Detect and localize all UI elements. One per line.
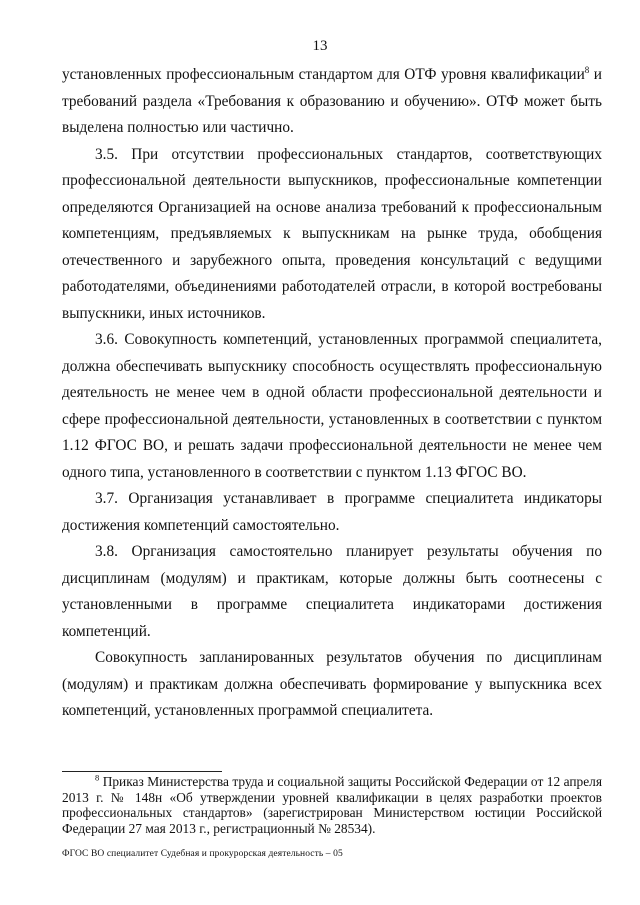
paragraph-text: и требований раздела «Требования к образованию и обучению». ОТФ может быть выделена полностью или частично. — [62, 66, 602, 136]
footnote — [62, 774, 602, 836]
footnote-separator — [62, 771, 222, 772]
page-footer: ФГОС ВО специалитет Судебная и прокурорская деятельность – 05 — [62, 849, 343, 859]
paragraph-3-5: 3.5. При отсутствии профессиональных стандартов, соответствующих профессиональной деятельности выпускников, профессиональные компетенции определяются Организацией на основе анализа требований к профессиональным компетенциям, предъявляемых к выпускникам на рынке труда, обобщения отечественного и зарубежного опыта, проведения консультаций с ведущими работодателями, объединениями работодателей отрасли, в которой востребованы выпускники, иных источников. — [62, 145, 602, 322]
paragraph-3-8: 3.8. Организация самостоятельно планирует результаты обучения по дисциплинам (модулям) и практикам, которые должны быть соотнесены с установленными в программе специалитета индикаторами достижения компетенций. — [62, 543, 602, 640]
paragraph-3-6: 3.6. Совокупность компетенций, установленных программой специалитета, должна обеспечивать выпускнику способность осуществлять профессиональную деятельность не менее чем в одной области профессиональной деятельности и сфере профессиональной деятельности, установленных в соответствии с пунктом 1.12 ФГОС ВО, и решать задачи профессиональной деятельности не менее чем одного типа, установленного в соответствии с пунктом 1.13 ФГОС ВО. — [62, 331, 602, 481]
body-text — [62, 62, 602, 725]
footnote-marker: 8 — [95, 772, 100, 783]
paragraph-learning-outcomes: Совокупность запланированных результатов обучения по дисциплинам (модулям) и практикам должна обеспечивать формирование у выпускника всех компетенций, установленных программой специалитета. — [62, 649, 602, 719]
paragraph-3-7: 3.7. Организация устанавливает в программе специалитета индикаторы достижения компетенций самостоятельно. — [62, 490, 602, 534]
footnote-reference[interactable]: 8 — [584, 64, 590, 75]
paragraph-continuation — [62, 62, 602, 142]
page-number: 13 — [312, 38, 328, 54]
footnote-text: Приказ Министерства труда и социальной защиты Российской Федерации от 12 апреля 2013 г. № 148н «Об утверждении уровней квалификации в целях разработки проектов профессиональных стандартов» (зарегистрирован Министерством юстиции Российской Федерации 27 мая 2013 г., регистрационный № 28534). — [62, 774, 602, 836]
paragraph-text: установленных профессиональным стандартом для ОТФ уровня квалификации — [62, 66, 585, 83]
